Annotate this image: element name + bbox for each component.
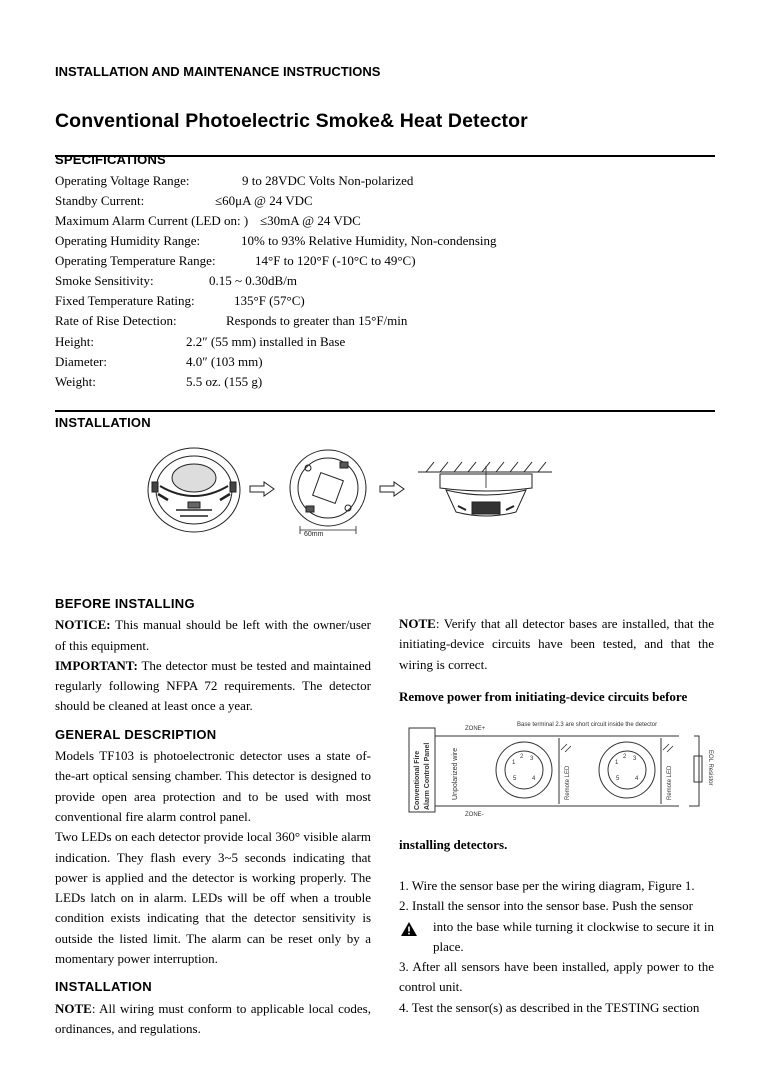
short-circuit-note: Base terminal 2.3 are short circuit inside the detector — [517, 722, 658, 728]
step-4: 4. Test the sensor(s) as described in the TESTING section — [399, 999, 700, 1015]
installation-figure-heading: INSTALLATION — [55, 415, 151, 430]
terminal-label: 4 — [532, 776, 536, 782]
control-panel-box — [409, 728, 435, 812]
spec-value: 9 to 28VDC Volts Non-polarized — [242, 173, 414, 188]
notice-text: This manual should be left with the owner/user of this equipment. — [55, 617, 371, 653]
spec-row — [55, 293, 715, 313]
terminal-label: 1 — [512, 760, 516, 766]
spec-row — [55, 213, 715, 233]
spec-label: Operating Humidity Range: — [55, 233, 201, 248]
spec-value: ≤60μA @ 24 VDC — [215, 193, 313, 208]
spec-label: Diameter: — [55, 354, 107, 369]
spec-value: 10% to 93% Relative Humidity, Non-condensing — [241, 233, 497, 248]
terminal-label: 2 — [623, 754, 627, 760]
wiring-diagram — [399, 718, 715, 818]
spec-label: Height: — [55, 334, 94, 349]
spec-value: 2.2″ (55 mm) installed in Base — [186, 334, 346, 349]
dimension-label: 60mm — [304, 531, 324, 538]
step-3: 3. After all sensors have been installed, apply power to the control unit. — [399, 959, 714, 995]
installation-note — [55, 999, 371, 1040]
step-1: 1. Wire the sensor base per the wiring diagram, Figure 1. — [399, 878, 695, 893]
spec-row — [55, 173, 715, 193]
before-installing-heading: BEFORE INSTALLING — [55, 596, 195, 611]
terminal-label: 3 — [633, 756, 637, 762]
spec-label: Operating Temperature Range: — [55, 253, 216, 268]
specifications-divider — [55, 410, 715, 412]
eol-resistor — [694, 756, 702, 782]
important-text: The detector must be tested and maintained regularly following NFPA 72 requirements. The detector should be cleaned at least once a year. — [55, 657, 371, 714]
spec-value: 5.5 oz. (155 g) — [186, 374, 263, 389]
spec-row — [55, 193, 715, 213]
spec-row — [55, 313, 715, 333]
base-1 — [496, 742, 552, 798]
terminal-label: 2 — [520, 754, 524, 760]
note2-paragraph — [399, 614, 714, 675]
spec-row — [55, 334, 715, 354]
note2-label: NOTE — [399, 616, 436, 631]
terminal-label: 5 — [616, 776, 620, 782]
spec-row — [55, 354, 715, 374]
note2-text: : Verify that all detector bases are installed, that the initiating-device circuits have been tested, and that the wiring is correct. — [399, 616, 714, 672]
spec-value: 4.0″ (103 mm) — [186, 354, 263, 369]
arrow-icon — [380, 482, 404, 496]
document-type-label: INSTALLATION AND MAINTENANCE INSTRUCTIONS — [55, 64, 381, 79]
remote-led-label-2: Remote LED — [667, 765, 673, 800]
spec-label: Operating Voltage Range: — [55, 173, 190, 188]
eol-resistor-label: EOL Resistor — [707, 750, 713, 786]
wire-label: Unpolarized wire — [452, 747, 459, 800]
important-label: IMPORTANT: — [55, 657, 138, 673]
spec-label: Standby Current: — [55, 193, 145, 208]
spec-value: 0.15 ~ 0.30dB/m — [209, 273, 297, 288]
arrow-icon — [250, 482, 274, 496]
zone-minus-label: ZONE- — [465, 812, 484, 818]
power-warning-part2: installing detectors. — [399, 837, 508, 852]
spec-value: ≤30mA @ 24 VDC — [260, 213, 361, 228]
ceiling-mounted-drawing — [418, 462, 552, 516]
specifications-heading: SPECIFICATIONS — [55, 152, 166, 167]
note-text: : All wiring must conform to applicable local codes, ordinances, and regulations. — [55, 1000, 371, 1036]
remote-led-label: Remote LED — [565, 765, 571, 800]
terminal-label: 3 — [530, 756, 534, 762]
terminal-label: 4 — [635, 776, 639, 782]
spec-value: Responds to greater than 15°F/min — [226, 313, 408, 328]
step-2-detail: into the base while turning it clockwise to secure it in place. — [433, 918, 714, 954]
base-2 — [599, 742, 655, 798]
zone-plus-label: ZONE+ — [465, 726, 486, 732]
spec-row — [55, 253, 715, 273]
spec-value: 14°F to 120°F (-10°C to 49°C) — [255, 253, 416, 268]
terminal-label: 1 — [615, 760, 619, 766]
spec-label: Rate of Rise Detection: — [55, 313, 177, 328]
warning-icon — [401, 922, 417, 936]
installation-figure — [140, 440, 560, 550]
panel-label-1: Conventional Fire — [414, 750, 421, 810]
general-description-p2: Two LEDs on each detector provide local 360° visible alarm indication. They flash every 3~5 seconds indicating that power is applied and the detector is working properly. The LEDs latch on in alarm. LEDs will be off when a trouble condition exists indicating that the detector sensitivity is outside the listed limit. The alarm can be reset only by a momentary power interruption. — [55, 829, 371, 967]
spec-row — [55, 273, 715, 293]
left-column — [55, 594, 371, 1039]
spec-value: 135°F (57°C) — [234, 293, 305, 308]
spec-label: Fixed Temperature Rating: — [55, 293, 195, 308]
spec-row — [55, 233, 715, 253]
spec-row — [55, 374, 715, 394]
installation-steps — [399, 876, 714, 1018]
terminal-label: 5 — [513, 776, 517, 782]
spec-label: Smoke Sensitivity: — [55, 273, 154, 288]
detector-base-drawing — [290, 450, 366, 534]
detector-head-drawing — [148, 448, 240, 532]
power-warning-part1: Remove power from initiating-device circuits before — [399, 688, 688, 704]
step-2: 2. Install the sensor into the sensor base. Push the sensor — [399, 898, 693, 914]
spec-label: Weight: — [55, 374, 96, 389]
page-title: Conventional Photoelectric Smoke& Heat Detector — [55, 110, 528, 132]
general-description-p1: Models TF103 is photoelectronic detector uses a state of-the-art optical sensing chamber. This detector is designed to provide open area protection and to be used with most conventional fire alarm control panel. — [55, 748, 371, 824]
spec-label: Maximum Alarm Current (LED on: ) — [55, 213, 249, 228]
notice-paragraph — [55, 615, 371, 656]
right-column — [399, 594, 714, 707]
step-2-continuation — [399, 917, 714, 958]
installation-heading: INSTALLATION — [55, 979, 152, 995]
panel-label-2: Alarm Control Panel — [424, 742, 431, 810]
notice-label: NOTICE: — [55, 617, 111, 633]
general-description-heading: GENERAL DESCRIPTION — [55, 726, 217, 742]
note-label: NOTE — [55, 1000, 92, 1016]
important-paragraph — [55, 656, 371, 717]
